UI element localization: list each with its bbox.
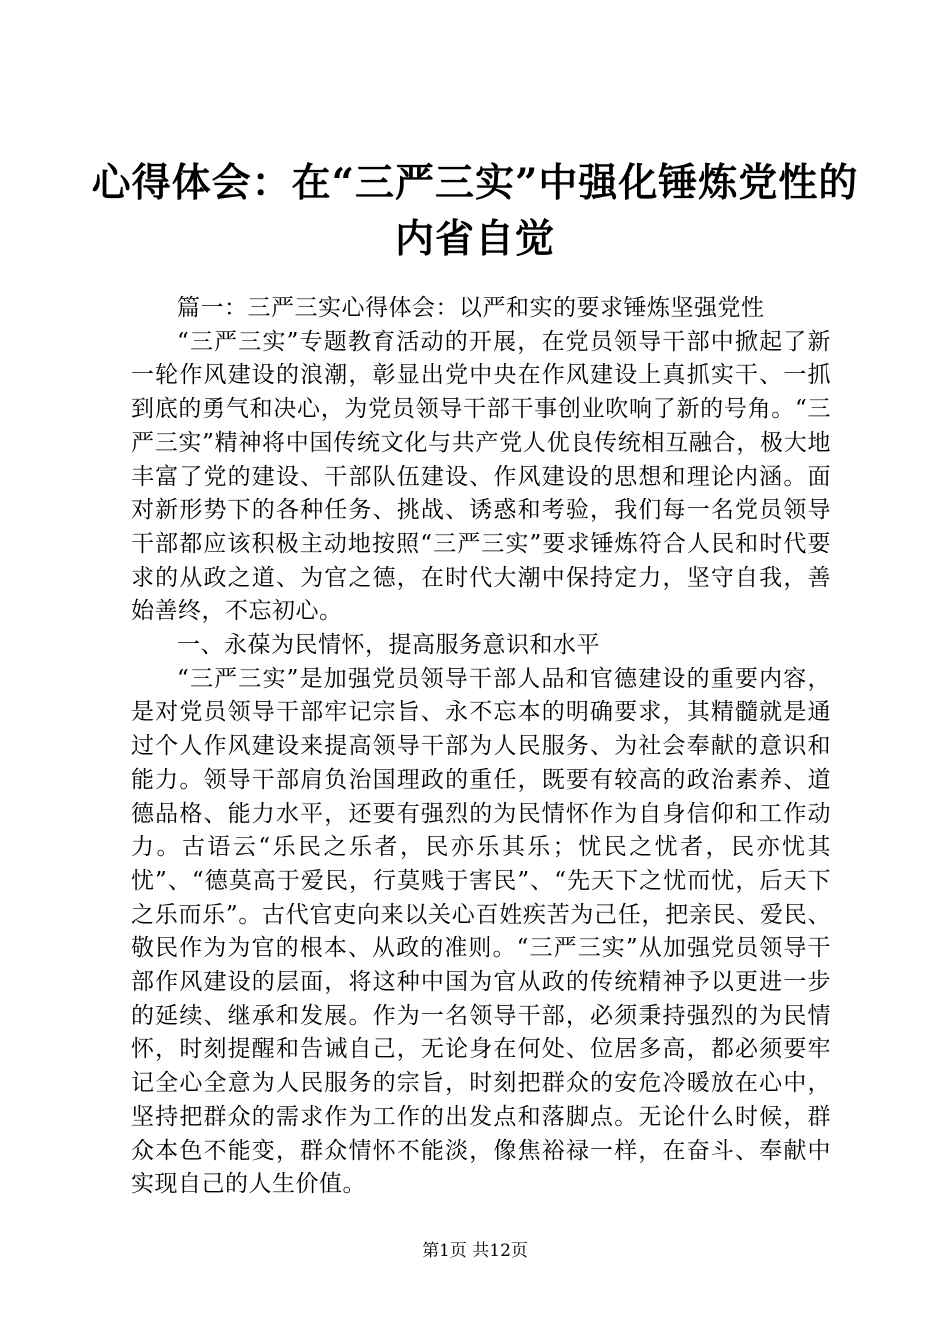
section-heading-chapter: 篇一：三严三实心得体会：以严和实的要求锤炼坚强党性 bbox=[177, 295, 765, 321]
document-body bbox=[131, 292, 831, 1202]
section-heading: 一、永葆为民情怀，提高服务意识和水平 bbox=[177, 632, 600, 659]
body-paragraph: “三严三实”是加强党员领导干部人品和官德建设的重要内容，是对党员领导干部牢记宗旨、永不忘本的明确要求，其精髓就是通过个人作风建设来提高领导干部为人民服务、为社会奉献的意识和能力。领导干部肩负治国理政的重任，既要有较高的政治素养、道德品格、能力水平，还要有强烈的为民情怀作为自身信仰和工作动力。古语云“乐民之乐者，民亦乐其乐；忧民之忧者，民亦忧其忧”、“德莫高于爱民，行莫贱于害民”、“先天下之忧而忧，后天下之乐而乐”。古代官吏向来以关心百姓疾苦为己任，把亲民、爱民、敬民作为为官的根本、从政的准则。“三严三实”从加强党员领导干部作风建设的层面，将这种中国为官从政的传统精神予以更进一步的延续、继承和发展。作为一名领导干部，必须秉持强烈的为民情怀，时刻提醒和告诫自己，无论身在何处、位居多高，都必须要牢记全心全意为人民服务的宗旨，时刻把群众的安危冷暖放在心中，坚持把群众的需求作为工作的出发点和落脚点。无论什么时候，群众本色不能变，群众情怀不能淡，像焦裕禄一样，在奋斗、奉献中实现自己的人生价值。 bbox=[131, 665, 831, 1198]
page-footer: 第1页 共12页 bbox=[422, 1241, 528, 1261]
document-title-line1: 心得体会：在“三严三实”中强化锤炼党性的 bbox=[91, 160, 859, 206]
body-paragraph: “三严三实”专题教育活动的开展，在党员领导干部中掀起了新一轮作风建设的浪潮，彰显出党中央在作风建设上真抓实干、一抓到底的勇气和决心，为党员领导干部干事创业吹响了新的号角。“三严三实”精神将中国传统文化与共产党人优良传统相互融合，极大地丰富了党的建设、干部队伍建设、作风建设的思想和理论内涵。面对新形势下的各种任务、挑战、诱惑和考验，我们每一名党员领导干部都应该积极主动地按照“三严三实”要求锤炼符合人民和时代要求的从政之道、为官之德，在时代大潮中保持定力，坚守自我，善始善终，不忘初心。 bbox=[131, 328, 831, 625]
document-title-line2: 内省自觉 bbox=[394, 216, 555, 262]
